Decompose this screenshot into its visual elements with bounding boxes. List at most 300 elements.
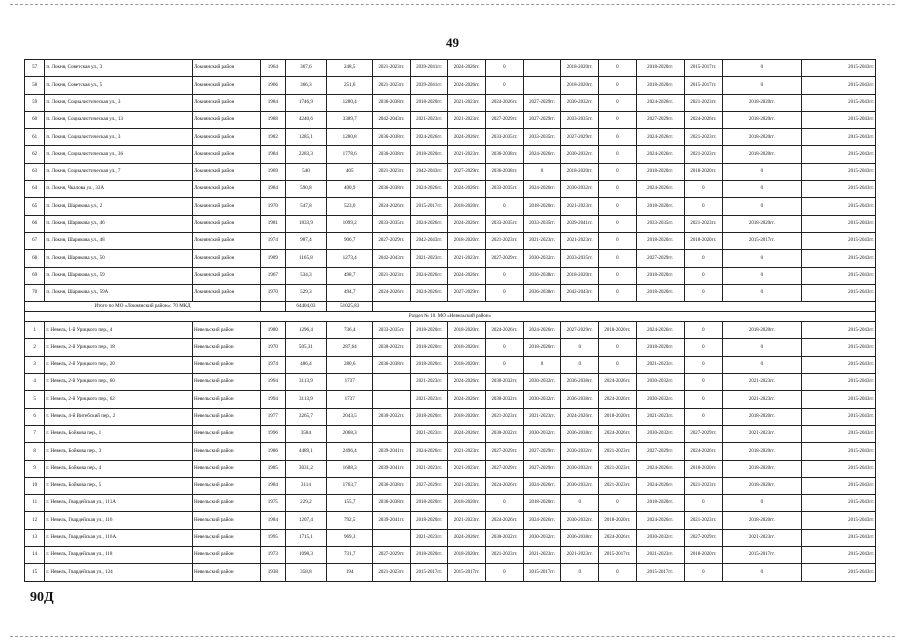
district-cell: Невельский район — [192, 356, 260, 373]
period-total-cell: 2015-2043гг. — [801, 477, 875, 494]
address-cell: г. Невель, 2-й Урицкого пер., 62 — [45, 391, 193, 408]
total-area-cell: 590,8 — [285, 181, 327, 198]
period-6-cell: 2030-2032гг. — [561, 146, 599, 163]
period-4-cell: 2036-2038гг. — [486, 146, 524, 163]
period-8-cell: 2018-2020гг. — [636, 267, 684, 284]
year-built-cell: 1970 — [261, 339, 285, 356]
year-built-cell: 1980 — [261, 322, 285, 339]
row-number-cell: 60 — [25, 111, 45, 128]
period-2-cell: 2024-2026гг. — [410, 443, 448, 460]
period-6-cell: 2030-2032гг. — [561, 512, 599, 529]
row-number-cell: 65 — [25, 198, 45, 215]
year-built-cell: 1970 — [261, 284, 285, 301]
district-cell: Локнянский район — [192, 146, 260, 163]
period-6-cell: 2018-2020гг. — [561, 77, 599, 94]
period-5-cell: 2024-2026гг. — [523, 146, 561, 163]
district-cell: Локнянский район — [192, 77, 260, 94]
period-3-cell: 2018-2020гг. — [448, 408, 486, 425]
period-10-cell: 2018-2020гг. — [723, 129, 801, 146]
period-3-cell: 2018-2020гг. — [448, 495, 486, 512]
district-cell: Невельский район — [192, 495, 260, 512]
period-9-cell: 0 — [684, 374, 723, 391]
address-cell: г. Невель, Бойкова пер., 5 — [45, 477, 193, 494]
period-10-cell: 0 — [723, 163, 801, 180]
address-cell: п. Локня, Чкалова ул., 33А — [45, 181, 193, 198]
district-cell: Невельский район — [192, 443, 260, 460]
total-area-cell: 2283,3 — [285, 146, 327, 163]
period-2-cell: 2021-2023гг. — [410, 529, 448, 546]
living-area-cell: 2496,4 — [327, 443, 373, 460]
period-6-cell: 2024-2026гг. — [561, 408, 599, 425]
period-10-cell: 0 — [723, 267, 801, 284]
period-5-cell: 2018-2020гг. — [523, 339, 561, 356]
section-title: Раздел № 10. МО «Невельский район» — [25, 312, 876, 322]
period-8-cell: 2018-2020гг. — [636, 339, 684, 356]
total-area-cell: 4489,1 — [285, 443, 327, 460]
table-row — [25, 547, 876, 564]
period-4-cell: 0 — [486, 339, 524, 356]
period-1-cell: 2033-2035гг. — [373, 322, 411, 339]
period-6-cell: 2027-2029гг. — [561, 129, 599, 146]
period-8-cell: 2018-2020гг. — [636, 60, 684, 77]
period-10-cell: 2018-2020гг. — [723, 443, 801, 460]
period-total-cell: 2015-2043гг. — [801, 163, 875, 180]
total-area-cell: 229,2 — [285, 495, 327, 512]
period-5-cell: 2027-2029гг. — [523, 443, 561, 460]
period-4-cell: 2024-2026гг. — [486, 512, 524, 529]
period-5-cell: 2033-2035гг. — [523, 129, 561, 146]
row-number-cell: 3 — [25, 356, 45, 373]
living-area-cell: 494,7 — [327, 284, 373, 301]
period-10-cell: 2018-2020гг. — [723, 477, 801, 494]
period-9-cell: 2024-2026гг. — [684, 111, 723, 128]
period-6-cell: 2030-2032гг. — [561, 94, 599, 111]
total-area-cell: 1165,8 — [285, 250, 327, 267]
living-area-cell: 1778,6 — [327, 146, 373, 163]
period-7-cell: 0 — [599, 215, 637, 232]
period-7-cell: 0 — [599, 60, 637, 77]
address-cell: г. Невель, Гвардейская ул., 118 — [45, 547, 193, 564]
district-cell: Локнянский район — [192, 94, 260, 111]
period-8-cell: 2018-2020гг. — [636, 495, 684, 512]
period-8-cell: 2018-2020гг. — [636, 77, 684, 94]
living-area-cell: 248,5 — [327, 60, 373, 77]
period-7-cell: 2024-2026гг. — [599, 529, 637, 546]
period-10-cell: 2021-2023гг. — [723, 391, 801, 408]
period-3-cell: 2024-2026гг. — [448, 181, 486, 198]
period-10-cell: 0 — [723, 198, 801, 215]
period-6-cell: 2042-2043гг. — [561, 284, 599, 301]
total-area-cell: 529,3 — [285, 284, 327, 301]
period-1-cell: 2036-2038гг. — [373, 129, 411, 146]
table-row — [25, 60, 876, 77]
period-3-cell: 2027-2029гг. — [448, 284, 486, 301]
period-5-cell: 2030-2032гг. — [523, 391, 561, 408]
period-2-cell: 2027-2029гг. — [410, 477, 448, 494]
period-total-cell: 2015-2043гг. — [801, 181, 875, 198]
period-total-cell: 2015-2043гг. — [801, 77, 875, 94]
period-6-cell: 2030-2032гг. — [561, 443, 599, 460]
table-row — [25, 529, 876, 546]
table-row — [25, 356, 876, 373]
total-area-cell: 1715,1 — [285, 529, 327, 546]
period-4-cell: 0 — [486, 356, 524, 373]
period-4-cell: 2024-2026гг. — [486, 94, 524, 111]
period-9-cell: 2015-2017гг. — [684, 60, 723, 77]
period-2-cell: 2015-2017гг. — [410, 198, 448, 215]
period-total-cell: 2015-2043гг. — [801, 564, 875, 581]
year-built-cell: 1966 — [261, 77, 285, 94]
period-8-cell: 2030-2032гг. — [636, 529, 684, 546]
period-8-cell: 2024-2026гг. — [636, 460, 684, 477]
period-9-cell: 0 — [684, 284, 723, 301]
year-built-cell: 1996 — [261, 425, 285, 442]
living-area-cell: 194 — [327, 564, 373, 581]
period-1-cell: 2036-2038гг. — [373, 94, 411, 111]
total-area-cell: 505,31 — [285, 339, 327, 356]
row-number-cell: 66 — [25, 215, 45, 232]
total-area-cell: 366,3 — [285, 77, 327, 94]
period-5-cell: 2030-2032гг. — [523, 250, 561, 267]
row-number-cell: 13 — [25, 529, 45, 546]
address-cell: п. Локня, Шарикова ул., 46 — [45, 215, 193, 232]
period-3-cell: 2018-2020гг. — [448, 198, 486, 215]
district-cell: Локнянский район — [192, 111, 260, 128]
period-9-cell: 2027-2029гг. — [684, 425, 723, 442]
total-row — [25, 302, 876, 312]
period-3-cell: 2027-2029гг. — [448, 163, 486, 180]
table-row — [25, 250, 876, 267]
address-cell: г. Невель, Гвардейская ул., 124 — [45, 564, 193, 581]
period-4-cell: 2030-2032гг. — [486, 374, 524, 391]
period-4-cell: 0 — [486, 77, 524, 94]
period-8-cell: 2018-2020гг. — [636, 198, 684, 215]
period-2-cell: 2018-2020гг. — [410, 339, 448, 356]
table-row — [25, 564, 876, 581]
row-number-cell: 67 — [25, 232, 45, 249]
period-9-cell: 2018-2020гг. — [684, 232, 723, 249]
period-total-cell: 2015-2043гг. — [801, 425, 875, 442]
period-4-cell: 2027-2029гг. — [486, 111, 524, 128]
district-cell: Невельский район — [192, 564, 260, 581]
period-9-cell: 2018-2020гг. — [684, 460, 723, 477]
period-8-cell: 2024-2026гг. — [636, 512, 684, 529]
row-number-cell: 63 — [25, 163, 45, 180]
total-area-cell: 486,4 — [285, 356, 327, 373]
living-area-cell: 792,5 — [327, 512, 373, 529]
period-6-cell: 2033-2035гг. — [561, 250, 599, 267]
year-built-cell: 1975 — [261, 495, 285, 512]
period-8-cell: 2027-2029гг. — [636, 443, 684, 460]
period-10-cell: 2021-2023гг. — [723, 529, 801, 546]
period-total-cell: 2015-2043гг. — [801, 267, 875, 284]
period-9-cell: 2021-2023гг. — [684, 129, 723, 146]
period-8-cell: 2024-2026гг. — [636, 146, 684, 163]
period-4-cell: 2036-2038гг. — [486, 163, 524, 180]
period-8-cell: 2030-2032гг. — [636, 391, 684, 408]
period-8-cell: 2015-2017гг. — [636, 564, 684, 581]
period-total-cell: 2015-2043гг. — [801, 232, 875, 249]
period-2-cell: 2024-2026гг. — [410, 267, 448, 284]
year-built-cell: 1994 — [261, 374, 285, 391]
year-built-cell: 1995 — [261, 529, 285, 546]
period-3-cell: 2018-2020гг. — [448, 547, 486, 564]
period-3-cell: 2024-2026гг. — [448, 374, 486, 391]
period-total-cell: 2015-2043гг. — [801, 374, 875, 391]
living-area-cell: 1737 — [327, 391, 373, 408]
living-area-cell: 1273,4 — [327, 250, 373, 267]
period-2-cell: 2018-2020гг. — [410, 94, 448, 111]
total-area-cell: 534,3 — [285, 267, 327, 284]
total-area-cell: 4240,6 — [285, 111, 327, 128]
period-3-cell: 2024-2026гг. — [448, 215, 486, 232]
period-4-cell: 2030-2032гг. — [486, 391, 524, 408]
period-3-cell: 2024-2026гг. — [448, 60, 486, 77]
period-9-cell: 2024-2026гг. — [684, 443, 723, 460]
period-10-cell: 2015-2017гг. — [723, 547, 801, 564]
period-7-cell: 0 — [599, 129, 637, 146]
period-2-cell: 2039-2041гг. — [410, 77, 448, 94]
period-5-cell: 2024-2026гг. — [523, 181, 561, 198]
year-built-cell: 1989 — [261, 250, 285, 267]
year-built-cell: 1985 — [261, 460, 285, 477]
period-9-cell: 0 — [684, 408, 723, 425]
period-5-cell — [523, 77, 561, 94]
period-5-cell: 2015-2017гг. — [523, 564, 561, 581]
period-total-cell: 2015-2043гг. — [801, 284, 875, 301]
period-8-cell: 2021-2023гг. — [636, 547, 684, 564]
period-10-cell: 2021-2023гг. — [723, 425, 801, 442]
period-7-cell: 2018-2020гг. — [599, 512, 637, 529]
period-total-cell: 2015-2043гг. — [801, 356, 875, 373]
district-cell: Локнянский район — [192, 163, 260, 180]
period-1-cell: 2042-2043гг. — [373, 250, 411, 267]
living-area-cell: 155,7 — [327, 495, 373, 512]
period-9-cell: 2021-2023гг. — [684, 477, 723, 494]
row-number-cell: 8 — [25, 443, 45, 460]
page-number: 49 — [446, 35, 459, 50]
address-cell: г. Невель, Гвардейская ул., 111А — [45, 495, 193, 512]
period-5-cell: 2021-2023гг. — [523, 408, 561, 425]
address-cell: п. Локня, Шарикова ул., 59А — [45, 284, 193, 301]
period-10-cell: 2018-2020гг. — [723, 215, 801, 232]
address-cell: п. Локня, Социалистическая ул., 36 — [45, 146, 193, 163]
period-5-cell: 2021-2023гг. — [523, 232, 561, 249]
period-4-cell: 2021-2023гг. — [486, 232, 524, 249]
period-9-cell: 0 — [684, 322, 723, 339]
period-5-cell: 2021-2023гг. — [523, 547, 561, 564]
period-1-cell: 2036-2038гг. — [373, 477, 411, 494]
period-10-cell: 0 — [723, 77, 801, 94]
period-2-cell: 2021-2023гг. — [410, 374, 448, 391]
district-cell: Невельский район — [192, 512, 260, 529]
period-7-cell: 0 — [599, 94, 637, 111]
period-4-cell: 2030-2032гг. — [486, 425, 524, 442]
living-area-cell: 969,3 — [327, 529, 373, 546]
row-number-cell: 69 — [25, 267, 45, 284]
period-10-cell: 2018-2020гг. — [723, 146, 801, 163]
period-4-cell: 0 — [486, 495, 524, 512]
period-5-cell: 2024-2026гг. — [523, 512, 561, 529]
row-number-cell: 58 — [25, 77, 45, 94]
living-area-cell: 280,6 — [327, 356, 373, 373]
period-9-cell: 2021-2023гг. — [684, 146, 723, 163]
total-area-cell: 1098,3 — [285, 547, 327, 564]
section-header — [25, 312, 876, 322]
period-8-cell: 2018-2020гг. — [636, 163, 684, 180]
period-total-cell: 2015-2043гг. — [801, 512, 875, 529]
living-area-cell: 906,7 — [327, 232, 373, 249]
period-6-cell: 2027-2029гг. — [561, 322, 599, 339]
period-7-cell: 2015-2017гг. — [599, 547, 637, 564]
table-row — [25, 495, 876, 512]
period-2-cell: 2015-2017гг. — [410, 564, 448, 581]
table-row — [25, 512, 876, 529]
living-area-cell: 400,9 — [327, 181, 373, 198]
period-5-cell: 2027-2029гг. — [523, 111, 561, 128]
period-1-cell: 2030-2032гг. — [373, 408, 411, 425]
period-3-cell: 2018-2020гг. — [448, 322, 486, 339]
period-6-cell: 2036-2038гг. — [561, 391, 599, 408]
year-built-cell: 1973 — [261, 547, 285, 564]
period-7-cell: 0 — [599, 356, 637, 373]
row-number-cell: 68 — [25, 250, 45, 267]
year-built-cell: 1967 — [261, 267, 285, 284]
district-cell: Невельский район — [192, 477, 260, 494]
period-3-cell: 2021-2023гг. — [448, 146, 486, 163]
period-2-cell: 2018-2020гг. — [410, 322, 448, 339]
address-cell: г. Невель, 2-й Урицкого пер., 60 — [45, 374, 193, 391]
period-total-cell: 2015-2043гг. — [801, 215, 875, 232]
period-3-cell: 2024-2026гг. — [448, 77, 486, 94]
address-cell: г. Невель, Гвардейская ул., 116 — [45, 512, 193, 529]
period-1-cell: 2021-2023гг. — [373, 267, 411, 284]
period-7-cell: 0 — [599, 250, 637, 267]
period-1-cell: 2039-2041гг. — [373, 443, 411, 460]
period-2-cell: 2021-2023гг. — [410, 425, 448, 442]
period-2-cell: 2021-2023гг. — [410, 111, 448, 128]
living-area-cell: 251,6 — [327, 77, 373, 94]
district-cell: Локнянский район — [192, 250, 260, 267]
total-area-cell: 3113,9 — [285, 374, 327, 391]
living-area-cell: 1737 — [327, 374, 373, 391]
period-total-cell: 2015-2043гг. — [801, 391, 875, 408]
period-1-cell: 2024-2026гг. — [373, 284, 411, 301]
address-cell: п. Локня, Социалистическая ул., 3 — [45, 129, 193, 146]
period-9-cell: 2021-2023гг. — [684, 215, 723, 232]
period-1-cell: 2039-2041гг. — [373, 512, 411, 529]
period-1-cell: 2027-2029гг. — [373, 232, 411, 249]
district-cell: Локнянский район — [192, 232, 260, 249]
period-6-cell: 2018-2020гг. — [561, 60, 599, 77]
period-1-cell: 2033-2035гг. — [373, 215, 411, 232]
row-number-cell: 62 — [25, 146, 45, 163]
period-8-cell: 2030-2032гг. — [636, 425, 684, 442]
period-8-cell: 2024-2026гг. — [636, 94, 684, 111]
period-2-cell: 2039-2041гг. — [410, 60, 448, 77]
period-8-cell: 2018-2020гг. — [636, 232, 684, 249]
period-3-cell: 2018-2020гг. — [448, 232, 486, 249]
period-10-cell: 0 — [723, 495, 801, 512]
period-5-cell: 2027-2029гг. — [523, 94, 561, 111]
period-7-cell: 0 — [599, 564, 637, 581]
total-area-cell: 1285,1 — [285, 129, 327, 146]
total-area-cell: 3114 — [285, 477, 327, 494]
total-area-cell: 547,8 — [285, 198, 327, 215]
period-7-cell: 0 — [599, 284, 637, 301]
row-number-cell: 5 — [25, 391, 45, 408]
address-cell: г. Невель, Бойкова пер., 3 — [45, 443, 193, 460]
period-total-cell: 2015-2043гг. — [801, 408, 875, 425]
period-2-cell: 2018-2020гг. — [410, 512, 448, 529]
period-3-cell: 2015-2017гг. — [448, 564, 486, 581]
year-built-cell: 1938 — [261, 564, 285, 581]
row-number-cell: 11 — [25, 495, 45, 512]
period-6-cell: 2033-2035гг. — [561, 111, 599, 128]
period-7-cell: 2021-2023гг. — [599, 443, 637, 460]
total-area-cell: 358,8 — [285, 564, 327, 581]
total-living-area: 51025,83 — [327, 302, 373, 312]
table-row — [25, 339, 876, 356]
table-row — [25, 267, 876, 284]
period-1-cell — [373, 374, 411, 391]
year-built-cell: 1984 — [261, 146, 285, 163]
period-4-cell: 2030-2032гг. — [486, 529, 524, 546]
period-2-cell: 2018-2020гг. — [410, 408, 448, 425]
period-10-cell: 0 — [723, 339, 801, 356]
period-8-cell: 2024-2026гг. — [636, 181, 684, 198]
total-label: Итого по МО «Локнянский район»: 70 МКД — [25, 302, 261, 312]
district-cell: Локнянский район — [192, 267, 260, 284]
period-3-cell: 2021-2023гг. — [448, 250, 486, 267]
period-6-cell: 2030-2032гг. — [561, 477, 599, 494]
period-8-cell: 2027-2029гг. — [636, 250, 684, 267]
period-3-cell: 2018-2020гг. — [448, 356, 486, 373]
address-cell: г. Невель, 1-й Урицкого пер., 4 — [45, 322, 193, 339]
period-6-cell: 2036-2038гг. — [561, 374, 599, 391]
period-7-cell: 2024-2026гг. — [599, 374, 637, 391]
period-10-cell: 2018-2020гг. — [723, 94, 801, 111]
period-1-cell — [373, 425, 411, 442]
period-4-cell: 2027-2029гг. — [486, 250, 524, 267]
row-number-cell: 12 — [25, 512, 45, 529]
period-10-cell: 0 — [723, 250, 801, 267]
period-total-cell: 2015-2043гг. — [801, 547, 875, 564]
period-7-cell: 2024-2026гг. — [599, 425, 637, 442]
address-cell: п. Локня, Социалистическая ул., 13 — [45, 111, 193, 128]
period-3-cell: 2024-2026гг. — [448, 425, 486, 442]
living-area-cell: 1099,2 — [327, 215, 373, 232]
period-6-cell: 2021-2023гг. — [561, 547, 599, 564]
period-4-cell: 2027-2029гг. — [486, 443, 524, 460]
year-built-cell: 1969 — [261, 163, 285, 180]
row-number-cell: 59 — [25, 94, 45, 111]
address-cell: п. Локня, Социалистическая ул., 3 — [45, 94, 193, 111]
address-cell: г. Невель, 2-й Урицкого пер., 18 — [45, 339, 193, 356]
year-built-cell: 1984 — [261, 94, 285, 111]
period-10-cell: 2021-2023гг. — [723, 374, 801, 391]
period-2-cell: 2018-2020гг. — [410, 495, 448, 512]
period-1-cell: 2039-2041гг. — [373, 460, 411, 477]
period-8-cell: 2024-2026гг. — [636, 129, 684, 146]
total-area-cell: 987,4 — [285, 232, 327, 249]
row-number-cell: 70 — [25, 284, 45, 301]
period-6-cell: 2030-2032гг. — [561, 181, 599, 198]
total-area: 64404,03 — [285, 302, 327, 312]
period-10-cell: 2018-2020гг. — [723, 512, 801, 529]
living-area-cell: 287,64 — [327, 339, 373, 356]
row-number-cell: 9 — [25, 460, 45, 477]
